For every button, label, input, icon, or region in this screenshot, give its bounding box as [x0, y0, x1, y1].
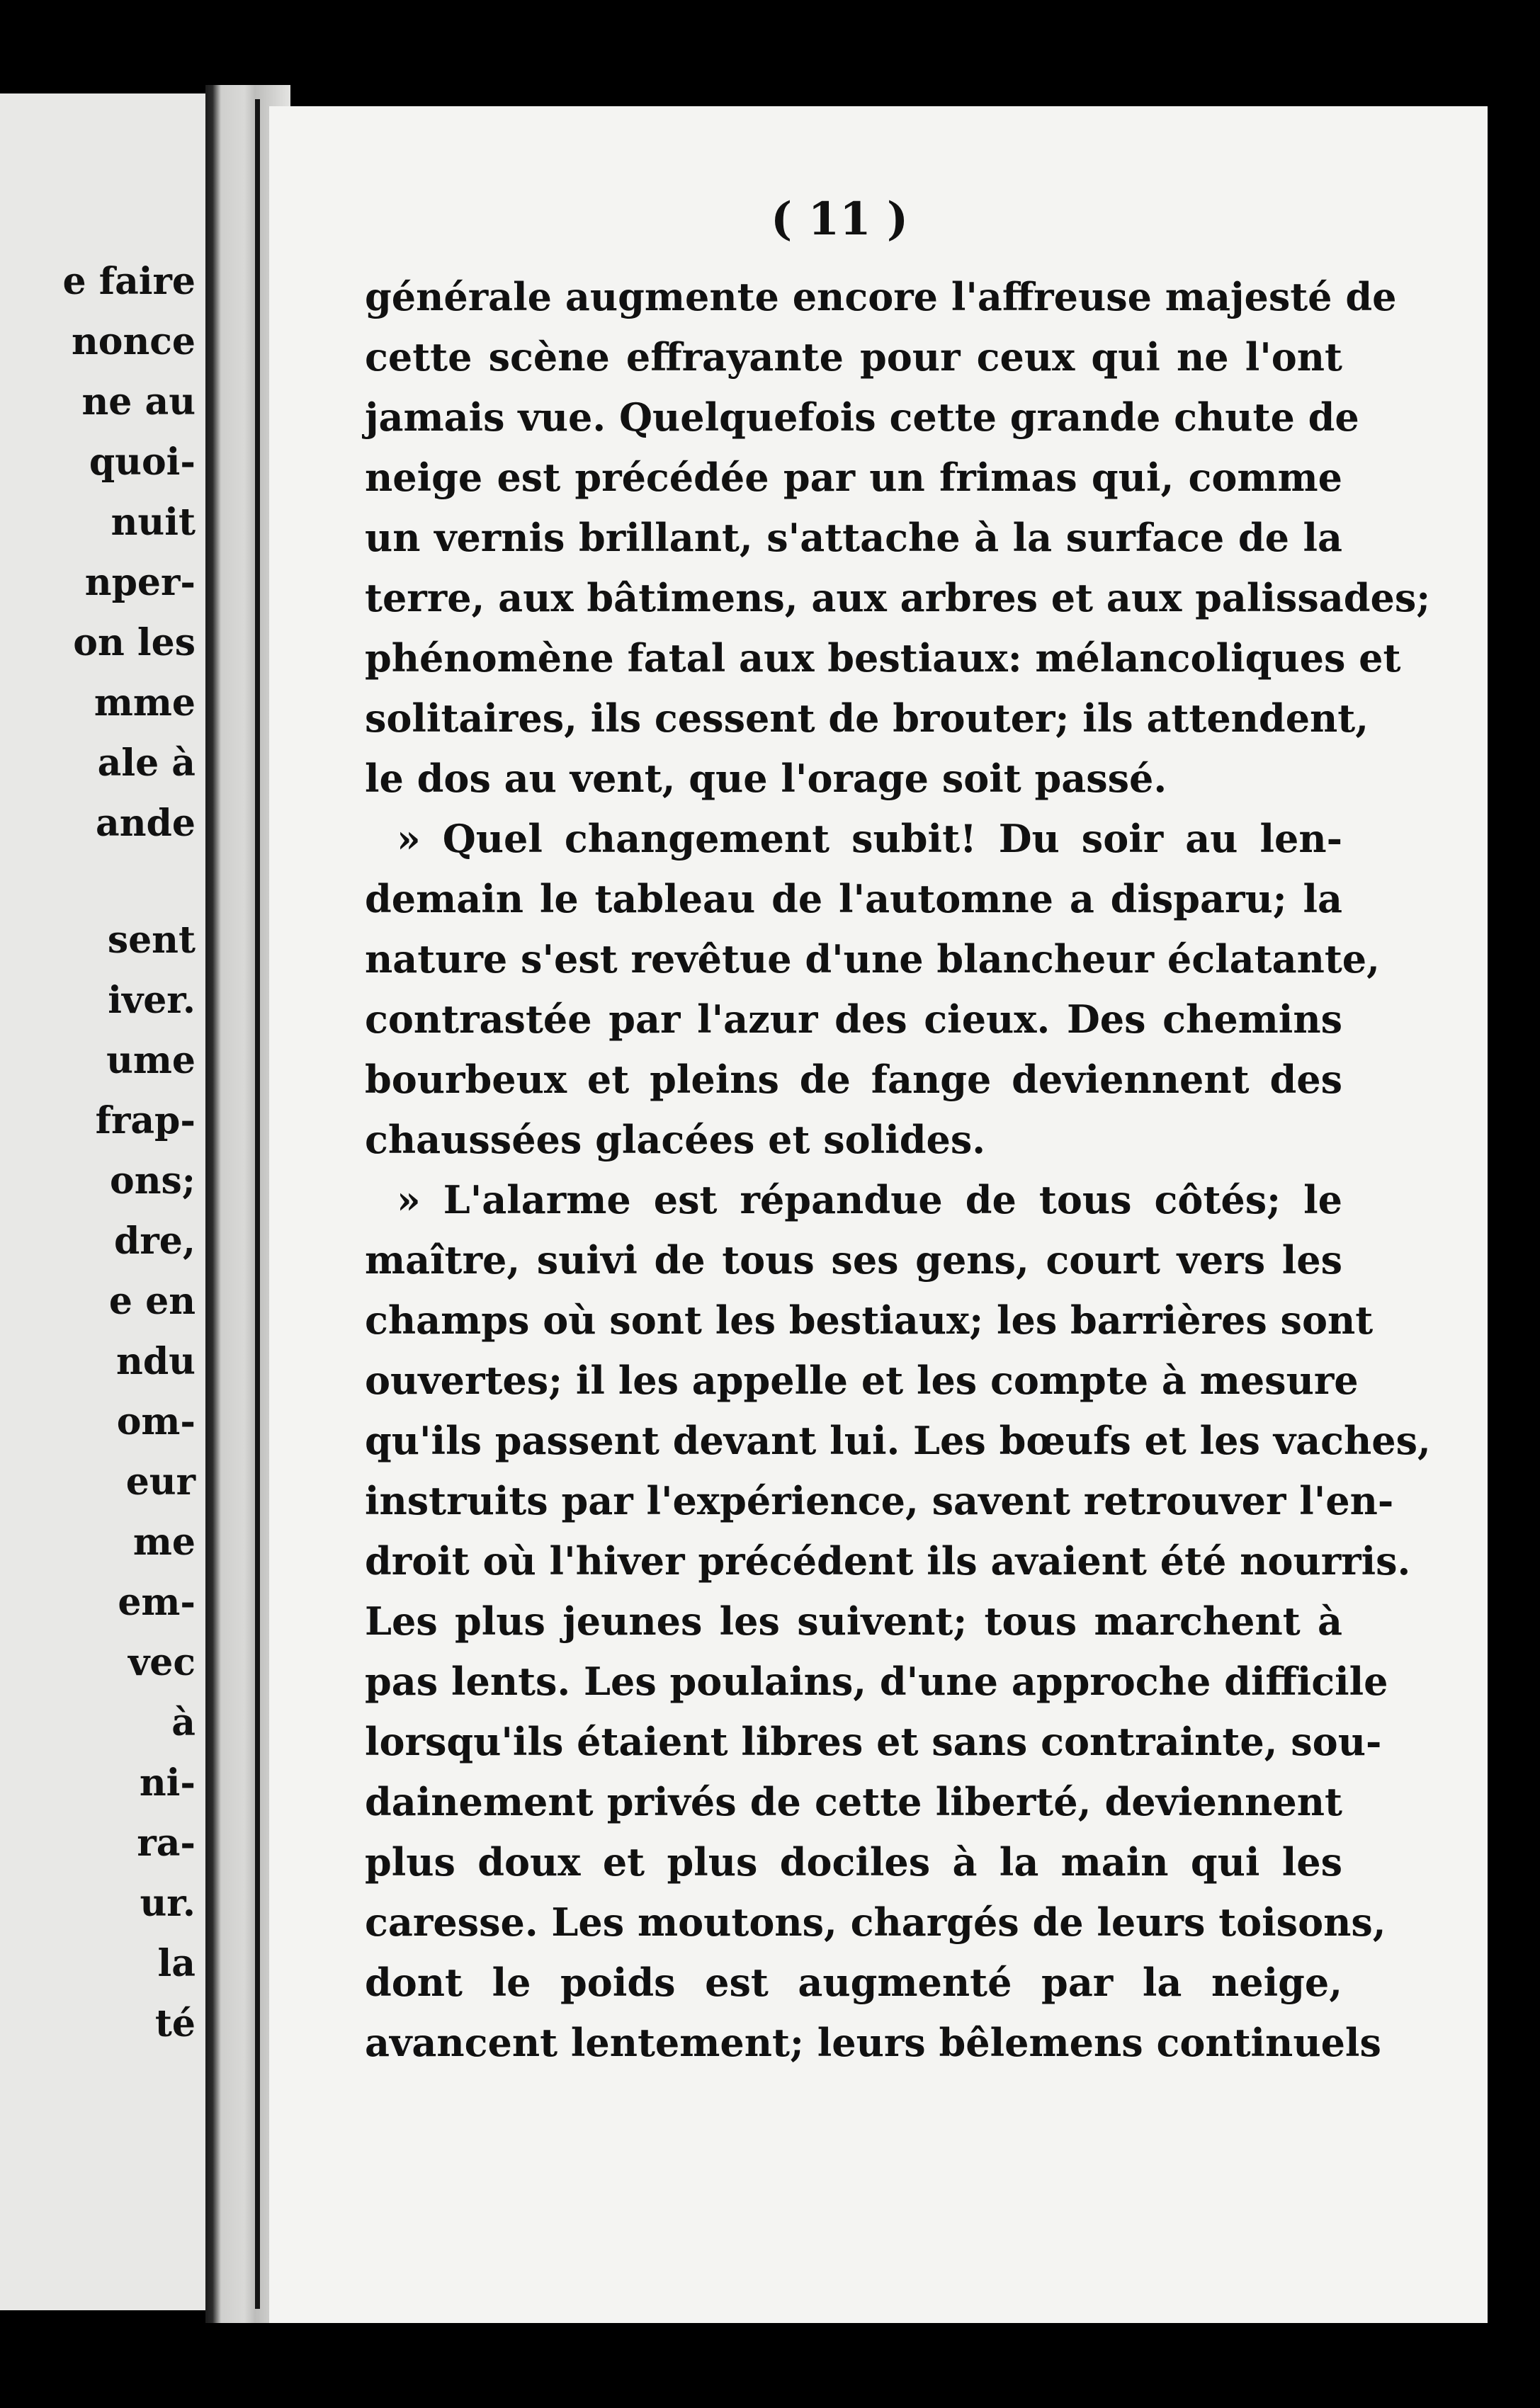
- body-text-line: avancent lentement; leurs bêlemens continuels: [365, 2020, 1381, 2065]
- body-text-line: cette scène effrayante pour ceux qui ne l'ont: [365, 334, 1342, 380]
- body-text-line: neige est précédée par un frimas qui, comme: [365, 455, 1342, 500]
- body-text-line: demain le tableau de l'automne a disparu; la: [365, 876, 1342, 921]
- binding-line: [255, 99, 260, 2309]
- prev-page-line: la: [157, 1942, 196, 1985]
- prev-page-line: ne au: [81, 380, 196, 424]
- prev-page-line: on les: [73, 621, 196, 664]
- prev-page-line: mme: [94, 681, 196, 725]
- body-text-line: ouvertes; il les appelle et les compte à mesure: [365, 1358, 1359, 1403]
- prev-page-line: frap-: [95, 1099, 196, 1142]
- body-text-line: Les plus jeunes les suivent; tous marchent à: [365, 1598, 1342, 1644]
- prev-page-line: ale à: [97, 742, 196, 785]
- body-text-line: » L'alarme est répandue de tous côtés; le: [397, 1177, 1342, 1222]
- body-text-line: caresse. Les moutons, chargés de leurs toisons,: [365, 1899, 1386, 1945]
- prev-page-line: om-: [116, 1400, 196, 1443]
- prev-page-line: ur.: [140, 1882, 196, 1925]
- body-text-line: » Quel changement subit! Du soir au len-: [397, 816, 1342, 861]
- prev-page-line: nuit: [111, 501, 196, 544]
- prev-page-line: ra-: [137, 1822, 196, 1865]
- prev-page-line: ume: [106, 1039, 196, 1082]
- prev-page-line: ande: [96, 802, 196, 845]
- prev-page-line: sent: [107, 919, 196, 962]
- body-text-line: un vernis brillant, s'attache à la surface de la: [365, 515, 1342, 560]
- prev-page-line: ndu: [116, 1340, 196, 1383]
- prev-page-line: à: [171, 1701, 196, 1744]
- body-text-line: champs où sont les bestiaux; les barrières sont: [365, 1297, 1374, 1343]
- prev-page-line: quoi-: [89, 441, 196, 484]
- prev-page-line: me: [132, 1521, 196, 1564]
- prev-page-line: ons;: [110, 1159, 196, 1203]
- body-text-line: générale augmente encore l'affreuse majesté de: [365, 274, 1397, 319]
- body-text-line: jamais vue. Quelquefois cette grande chute de: [365, 394, 1359, 440]
- body-text-line: bourbeux et pleins de fange deviennent des: [365, 1057, 1342, 1102]
- body-text-line: qu'ils passent devant lui. Les bœufs et les vaches,: [365, 1418, 1431, 1463]
- prev-page-line: eur: [125, 1460, 196, 1504]
- body-text-line: dainement privés de cette liberté, deviennent: [365, 1779, 1342, 1824]
- body-text-line: dont le poids est augmenté par la neige,: [365, 1960, 1342, 2005]
- body-text-line: le dos au vent, que l'orage soit passé.: [365, 756, 1167, 801]
- body-text-line: lorsqu'ils étaient libres et sans contrainte, sou-: [365, 1719, 1382, 1764]
- body-text-line: phénomène fatal aux bestiaux: mélancoliques et: [365, 635, 1401, 681]
- prev-page-line: vec: [128, 1641, 196, 1684]
- body-text-line: nature s'est revêtue d'une blancheur éclatante,: [365, 936, 1380, 982]
- prev-page-line: nonce: [71, 320, 196, 363]
- prev-page-line: em-: [118, 1581, 196, 1624]
- body-text-line: contrastée par l'azur des cieux. Des chemins: [365, 996, 1342, 1042]
- prev-page-line: nper-: [84, 561, 196, 604]
- body-text-line: maître, suivi de tous ses gens, court vers les: [365, 1237, 1342, 1283]
- prev-page-line: ni-: [139, 1761, 196, 1805]
- body-text-line: pas lents. Les poulains, d'une approche difficile: [365, 1659, 1388, 1704]
- prev-page-line: iver.: [108, 979, 196, 1022]
- prev-page-line: e faire: [62, 260, 196, 303]
- prev-page-line: e en: [108, 1280, 196, 1323]
- body-text-line: solitaires, ils cessent de brouter; ils attendent,: [365, 695, 1369, 741]
- body-text-line: droit où l'hiver précédent ils avaient été nourris.: [365, 1538, 1411, 1584]
- body-text-line: terre, aux bâtimens, aux arbres et aux palissades;: [365, 575, 1431, 620]
- body-text-line: instruits par l'expérience, savent retrouver l'en-: [365, 1478, 1394, 1523]
- page-number: ( 11 ): [771, 193, 909, 246]
- prev-page-line: dre,: [114, 1220, 196, 1263]
- body-text-line: chaussées glacées et solides.: [365, 1117, 986, 1162]
- previous-page-fragment: [0, 93, 205, 2310]
- prev-page-line: té: [154, 2002, 196, 2045]
- body-text-line: plus doux et plus dociles à la main qui les: [365, 1839, 1342, 1885]
